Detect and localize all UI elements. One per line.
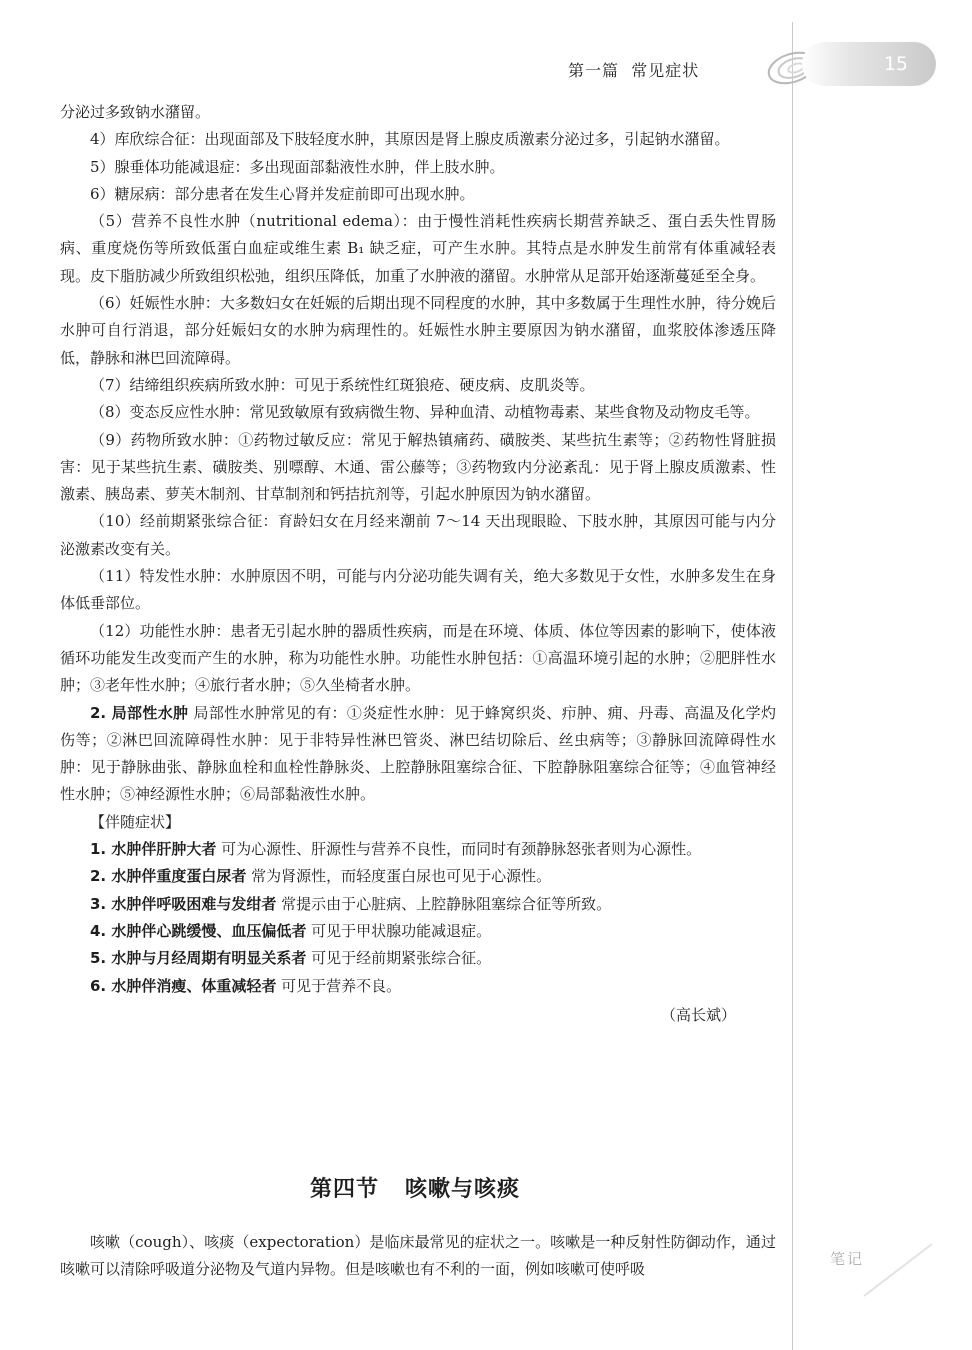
margin-note-label: 笔记	[830, 1250, 865, 1268]
section-intro-text	[60, 1229, 776, 1284]
accompanying-title: 【伴随症状】	[90, 812, 181, 831]
paragraph: 咳嗽（cough）、咳痰（expectoration）是临床最常见的症状之一。咳嗽是一种反射性防御动作，通过咳嗽可以清除呼吸道分泌物及气道内异物。但是咳嗽也有不利的一面，例如咳嗽可使呼吸	[60, 1233, 776, 1279]
section-title	[0, 1172, 830, 1203]
page-number-tab	[802, 42, 936, 86]
local-edema-heading: 2. 局部性水肿	[90, 703, 189, 722]
local-edema-paragraph	[60, 700, 776, 809]
list-item	[60, 945, 776, 972]
list-item	[60, 891, 776, 918]
item-text: 常为肾源性，而轻度蛋白尿也可见于心源性。	[251, 867, 552, 886]
list-item	[60, 918, 776, 945]
margin-divider	[792, 22, 793, 1350]
item-text: 可见于营养不良。	[281, 976, 402, 995]
header-chapter: 常见症状	[631, 61, 700, 80]
item-heading: 5. 水肿与月经周期有明显关系者	[90, 949, 307, 968]
section-name: 咳嗽与咳痰	[404, 1177, 520, 1202]
paragraph: （6）妊娠性水肿：大多数妇女在妊娠的后期出现不同程度的水肿，其中多数属于生理性水肿，待分娩后水肿可自行消退，部分妊娠妇女的水肿为病理性的。妊娠性水肿主要原因为钠水潴留，血浆胶体渗透压降低，静脉和淋巴回流障碍。	[60, 294, 776, 367]
item-text: 常提示由于心脏病、上腔静脉阻塞综合征等所致。	[281, 894, 612, 913]
item-heading: 1. 水肿伴肝肿大者	[90, 840, 217, 859]
paragraph: 4）库欣综合征：出现面部及下肢轻度水肿，其原因是肾上腺皮质激素分泌过多，引起钠水潴留。	[90, 130, 730, 149]
paragraph: （5）营养不良性水肿（nutritional edema）：由于慢性消耗性疾病长期营养缺乏、蛋白丢失性胃肠病、重度烧伤等所致低蛋白血症或维生素 B₁ 缺乏症，可产生水肿。其特点是水肿发生前常有体重减轻表现。皮下脂肪减少所致组织松弛，组织压降低，加重了水肿液的潴留。水肿常从足部开始逐渐蔓延至全身。	[60, 212, 776, 285]
section-number: 第四节	[309, 1177, 379, 1202]
item-text: 可为心源性、肝源性与营养不良性，而同时有颈静脉怒张者则为心源性。	[221, 840, 702, 859]
pencil-stroke-icon	[860, 1240, 940, 1300]
paragraph: （9）药物所致水肿：①药物过敏反应：常见于解热镇痛药、磺胺类、某些抗生素等；②药物性肾脏损害：见于某些抗生素、磺胺类、别嘌醇、木通、雷公藤等；③药物致内分泌紊乱：见于肾上腺皮质激素、性激素、胰岛素、萝芙木制剂、甘草制剂和钙拮抗剂等，引起水肿原因为钠水潴留。	[60, 430, 776, 504]
list-item	[60, 836, 776, 863]
main-text	[60, 99, 776, 1029]
paragraph: （7）结缔组织疾病所致水肿：可见于系统性红斑狼疮、硬皮病、皮肌炎等。	[90, 375, 595, 394]
paragraph: （8）变态反应性水肿：常见致敏原有致病微生物、异种血清、动植物毒素、某些食物及动物皮毛等。	[90, 403, 760, 422]
paragraph: （10）经前期紧张综合征：育龄妇女在月经来潮前 7～14 天出现眼睑、下肢水肿，其原因可能与内分泌激素改变有关。	[60, 512, 776, 558]
list-item	[60, 973, 776, 1000]
local-edema-text: 局部性水肿常见的有：①炎症性水肿：见于蜂窝织炎、疖肿、痈、丹毒、高温及化学灼伤等；②淋巴回流障碍性水肿：见于非特异性淋巴管炎、淋巴结切除后、丝虫病等；③静脉回流障碍性水肿：见于静脉曲张、静脉血栓和血栓性静脉炎、上腔静脉阻塞综合征、下腔静脉阻塞综合征等；④血管神经性水肿；⑤神经源性水肿；⑥局部黏液性水肿。	[60, 703, 776, 804]
running-header	[568, 58, 699, 81]
item-heading: 2. 水肿伴重度蛋白尿者	[90, 867, 247, 886]
paragraph: 分泌过多致钠水潴留。	[60, 103, 211, 121]
header-part: 第一篇	[568, 61, 620, 80]
paragraph: 5）腺垂体功能减退症：多出现面部黏液性水肿，伴上肢水肿。	[90, 157, 505, 176]
item-heading: 6. 水肿伴消瘦、体重减轻者	[90, 976, 277, 995]
item-text: 可见于甲状腺功能减退症。	[311, 921, 492, 940]
paragraph: （11）特发性水肿：水肿原因不明，可能与内分泌功能失调有关，绝大多数见于女性，水肿多发生在身体低垂部位。	[60, 567, 776, 613]
item-heading: 4. 水肿伴心跳缓慢、血压偏低者	[90, 921, 307, 940]
paragraph: （12）功能性水肿：患者无引起水肿的器质性疾病，而是在环境、体质、体位等因素的影响下，使体液循环功能发生改变而产生的水肿，称为功能性水肿。功能性水肿包括：①高温环境引起的水肿；②肥胖性水肿；③老年性水肿；④旅行者水肿；⑤久坐椅者水肿。	[60, 621, 776, 695]
item-heading: 3. 水肿伴呼吸困难与发绀者	[90, 894, 277, 913]
author-credit: （高长斌）	[660, 1005, 736, 1024]
item-text: 可见于经前期紧张综合征。	[311, 949, 492, 968]
list-item	[60, 863, 776, 890]
paragraph: 6）糖尿病：部分患者在发生心肾并发症前即可出现水肿。	[90, 184, 475, 203]
page-number: 15	[883, 53, 908, 75]
